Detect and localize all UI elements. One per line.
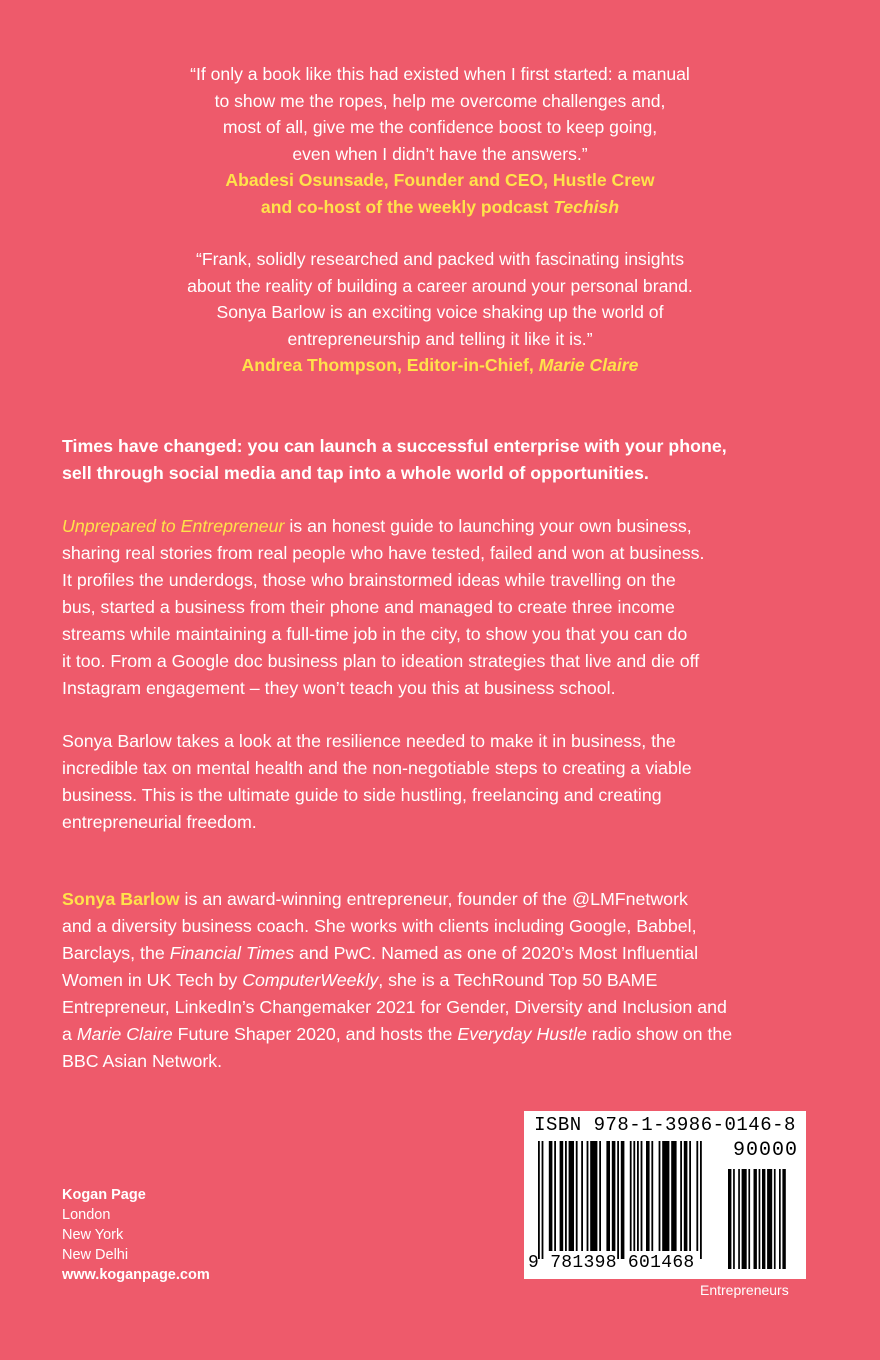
quote-line: even when I didn’t have the answers.”	[292, 143, 588, 164]
bio-text: radio show on the	[586, 1024, 733, 1044]
barcode-bar	[659, 1141, 661, 1251]
quote-line: to show me the ropes, help me overcome challenges and,	[214, 90, 666, 111]
quote-line: most of all, give me the confidence boost to keep going,	[222, 117, 658, 137]
intro-line: Times have changed: you can launch a successful enterprise with your phone,	[62, 436, 727, 456]
barcode-bar	[754, 1169, 757, 1269]
bio-text: Future Shaper 2020, and hosts the	[172, 1024, 458, 1044]
barcode-bar	[637, 1141, 639, 1251]
barcode-bar	[759, 1169, 761, 1269]
podcast-title: Techish	[553, 196, 620, 217]
quote-attribution	[60, 352, 820, 379]
bio-line: and a diversity business coach. She works with clients including Google, Babbel,	[62, 916, 697, 936]
barcode-bar	[633, 1141, 635, 1251]
barcode-bar	[542, 1141, 544, 1259]
description-line: sharing real stories from real people who have tested, failed and won at business.	[62, 543, 705, 563]
bio-line: BBC Asian Network.	[62, 1051, 223, 1071]
barcode-bar	[606, 1141, 610, 1251]
barcode-bar	[651, 1141, 653, 1251]
publication-title: Financial Times	[169, 943, 295, 963]
bio-line: Entrepreneur, LinkedIn’s Changemaker 2021 for Gender, Diversity and Inclusion and	[62, 997, 727, 1017]
price-code: 90000	[732, 1139, 798, 1162]
barcode-bar	[671, 1141, 676, 1251]
barcode-bar	[733, 1169, 735, 1269]
barcode-bar	[767, 1169, 772, 1269]
publication-title: Marie Claire	[76, 1024, 173, 1044]
barcode-bar	[684, 1141, 688, 1251]
book-title: Unprepared to Entrepreneur	[62, 516, 285, 536]
barcode-bar	[612, 1141, 616, 1251]
barcode-bar	[700, 1141, 702, 1259]
barcode-bar	[576, 1141, 578, 1251]
resilience-line: business. This is the ultimate guide to side hustling, freelancing and creating	[62, 785, 662, 805]
description-line: Instagram engagement – they won’t teach you this at business school.	[62, 678, 616, 698]
isbn-barcode	[524, 1111, 806, 1279]
author-name: Sonya Barlow	[62, 889, 180, 909]
publisher-website: www.koganpage.com	[62, 1267, 210, 1283]
testimonial-quote-1	[60, 61, 820, 220]
book-category: Entrepreneurs	[700, 1282, 789, 1298]
barcode-bar	[680, 1141, 682, 1251]
bio-text: , she is a TechRound Top 50 BAME	[378, 970, 658, 990]
bio-text: a	[62, 1024, 77, 1044]
publisher-city: New York	[62, 1227, 124, 1243]
attribution-line	[60, 194, 820, 221]
attribution-text: Andrea Thompson, Editor-in-Chief,	[241, 355, 539, 375]
barcode-bar	[748, 1169, 750, 1269]
barcode-bar	[617, 1141, 619, 1259]
barcode-bar	[696, 1141, 698, 1251]
bio-line	[62, 940, 822, 967]
isbn-label: ISBN 978-1-3986-0146-8	[534, 1114, 796, 1136]
ean-digits: 9 781398 601468	[528, 1253, 695, 1273]
bio-line	[62, 886, 822, 913]
publisher-name: Kogan Page	[62, 1187, 146, 1203]
barcode-bar	[662, 1141, 669, 1251]
barcode-bar	[621, 1141, 625, 1259]
resilience-line: incredible tax on mental health and the non-negotiable steps to creating a viable	[62, 758, 692, 778]
attribution-text: and co-host of the weekly podcast	[260, 196, 554, 217]
quote-attribution	[60, 167, 820, 220]
barcode-bar	[587, 1141, 589, 1251]
bio-text: Barclays, the	[62, 943, 170, 963]
publication-title: ComputerWeekly	[242, 970, 379, 990]
magazine-title: Marie Claire	[538, 355, 639, 375]
quote-line: “Frank, solidly researched and packed with fascinating insights	[196, 249, 684, 269]
barcode-bar	[581, 1141, 583, 1251]
author-bio	[62, 886, 822, 1075]
barcode-bar	[565, 1141, 567, 1251]
barcode-bar	[560, 1141, 564, 1251]
barcode-bar	[599, 1141, 601, 1251]
publisher-city: New Delhi	[62, 1247, 129, 1263]
resilience-line: Sonya Barlow takes a look at the resilience needed to make it in business, the	[62, 731, 676, 751]
barcode-bar	[549, 1141, 553, 1251]
intro-line: sell through social media and tap into a whole world of opportunities.	[62, 463, 649, 483]
barcode-bar	[689, 1141, 691, 1251]
barcode-bar	[569, 1141, 574, 1251]
bio-text: Women in UK Tech by	[62, 970, 243, 990]
barcode-bar	[738, 1169, 740, 1269]
barcode-bar	[782, 1169, 785, 1269]
barcode-bar	[779, 1169, 781, 1269]
intro-paragraph	[62, 433, 822, 487]
bio-text: and PwC. Named as one of 2020’s Most Influential	[294, 943, 699, 963]
barcode-bar	[774, 1169, 776, 1269]
show-title: Everyday Hustle	[457, 1024, 587, 1044]
barcode-bar	[762, 1169, 765, 1269]
resilience-paragraph	[62, 728, 822, 836]
barcode-bar	[590, 1141, 597, 1251]
publisher-city: London	[62, 1207, 111, 1223]
description-line	[62, 513, 822, 540]
attribution-line: Abadesi Osunsade, Founder and CEO, Hustle Crew	[225, 170, 655, 190]
resilience-line: entrepreneurial freedom.	[62, 812, 257, 832]
testimonial-quote-2	[60, 246, 820, 379]
quote-line: “If only a book like this had existed when I first started: a manual	[190, 64, 690, 84]
barcode-bar	[646, 1141, 650, 1251]
barcode-bar	[554, 1141, 556, 1251]
publisher-info	[62, 1185, 210, 1285]
barcode-bar	[742, 1169, 747, 1269]
barcode-bar	[728, 1169, 731, 1269]
description-line: bus, started a business from their phone and managed to create three income	[62, 597, 675, 617]
bio-line	[62, 1021, 822, 1048]
description-line: It profiles the underdogs, those who brainstormed ideas while travelling on the	[62, 570, 676, 590]
description-text: is an honest guide to launching your own business,	[284, 516, 692, 536]
description-paragraph	[62, 513, 822, 702]
barcode-bar	[641, 1141, 643, 1251]
barcode-bar	[630, 1141, 632, 1251]
quote-line: about the reality of building a career around your personal brand.	[187, 275, 693, 296]
quote-line: entrepreneurship and telling it like it is.”	[287, 328, 593, 349]
description-line: streams while maintaining a full-time job in the city, to show you that you can do	[62, 624, 688, 644]
bio-text: is an award-winning entrepreneur, founder of the @LMFnetwork	[179, 889, 688, 909]
description-line: it too. From a Google doc business plan to ideation strategies that live and die off	[62, 651, 700, 671]
bio-line	[62, 967, 822, 994]
barcode-bar	[538, 1141, 540, 1259]
quote-line: Sonya Barlow is an exciting voice shaking up the world of	[216, 302, 664, 322]
